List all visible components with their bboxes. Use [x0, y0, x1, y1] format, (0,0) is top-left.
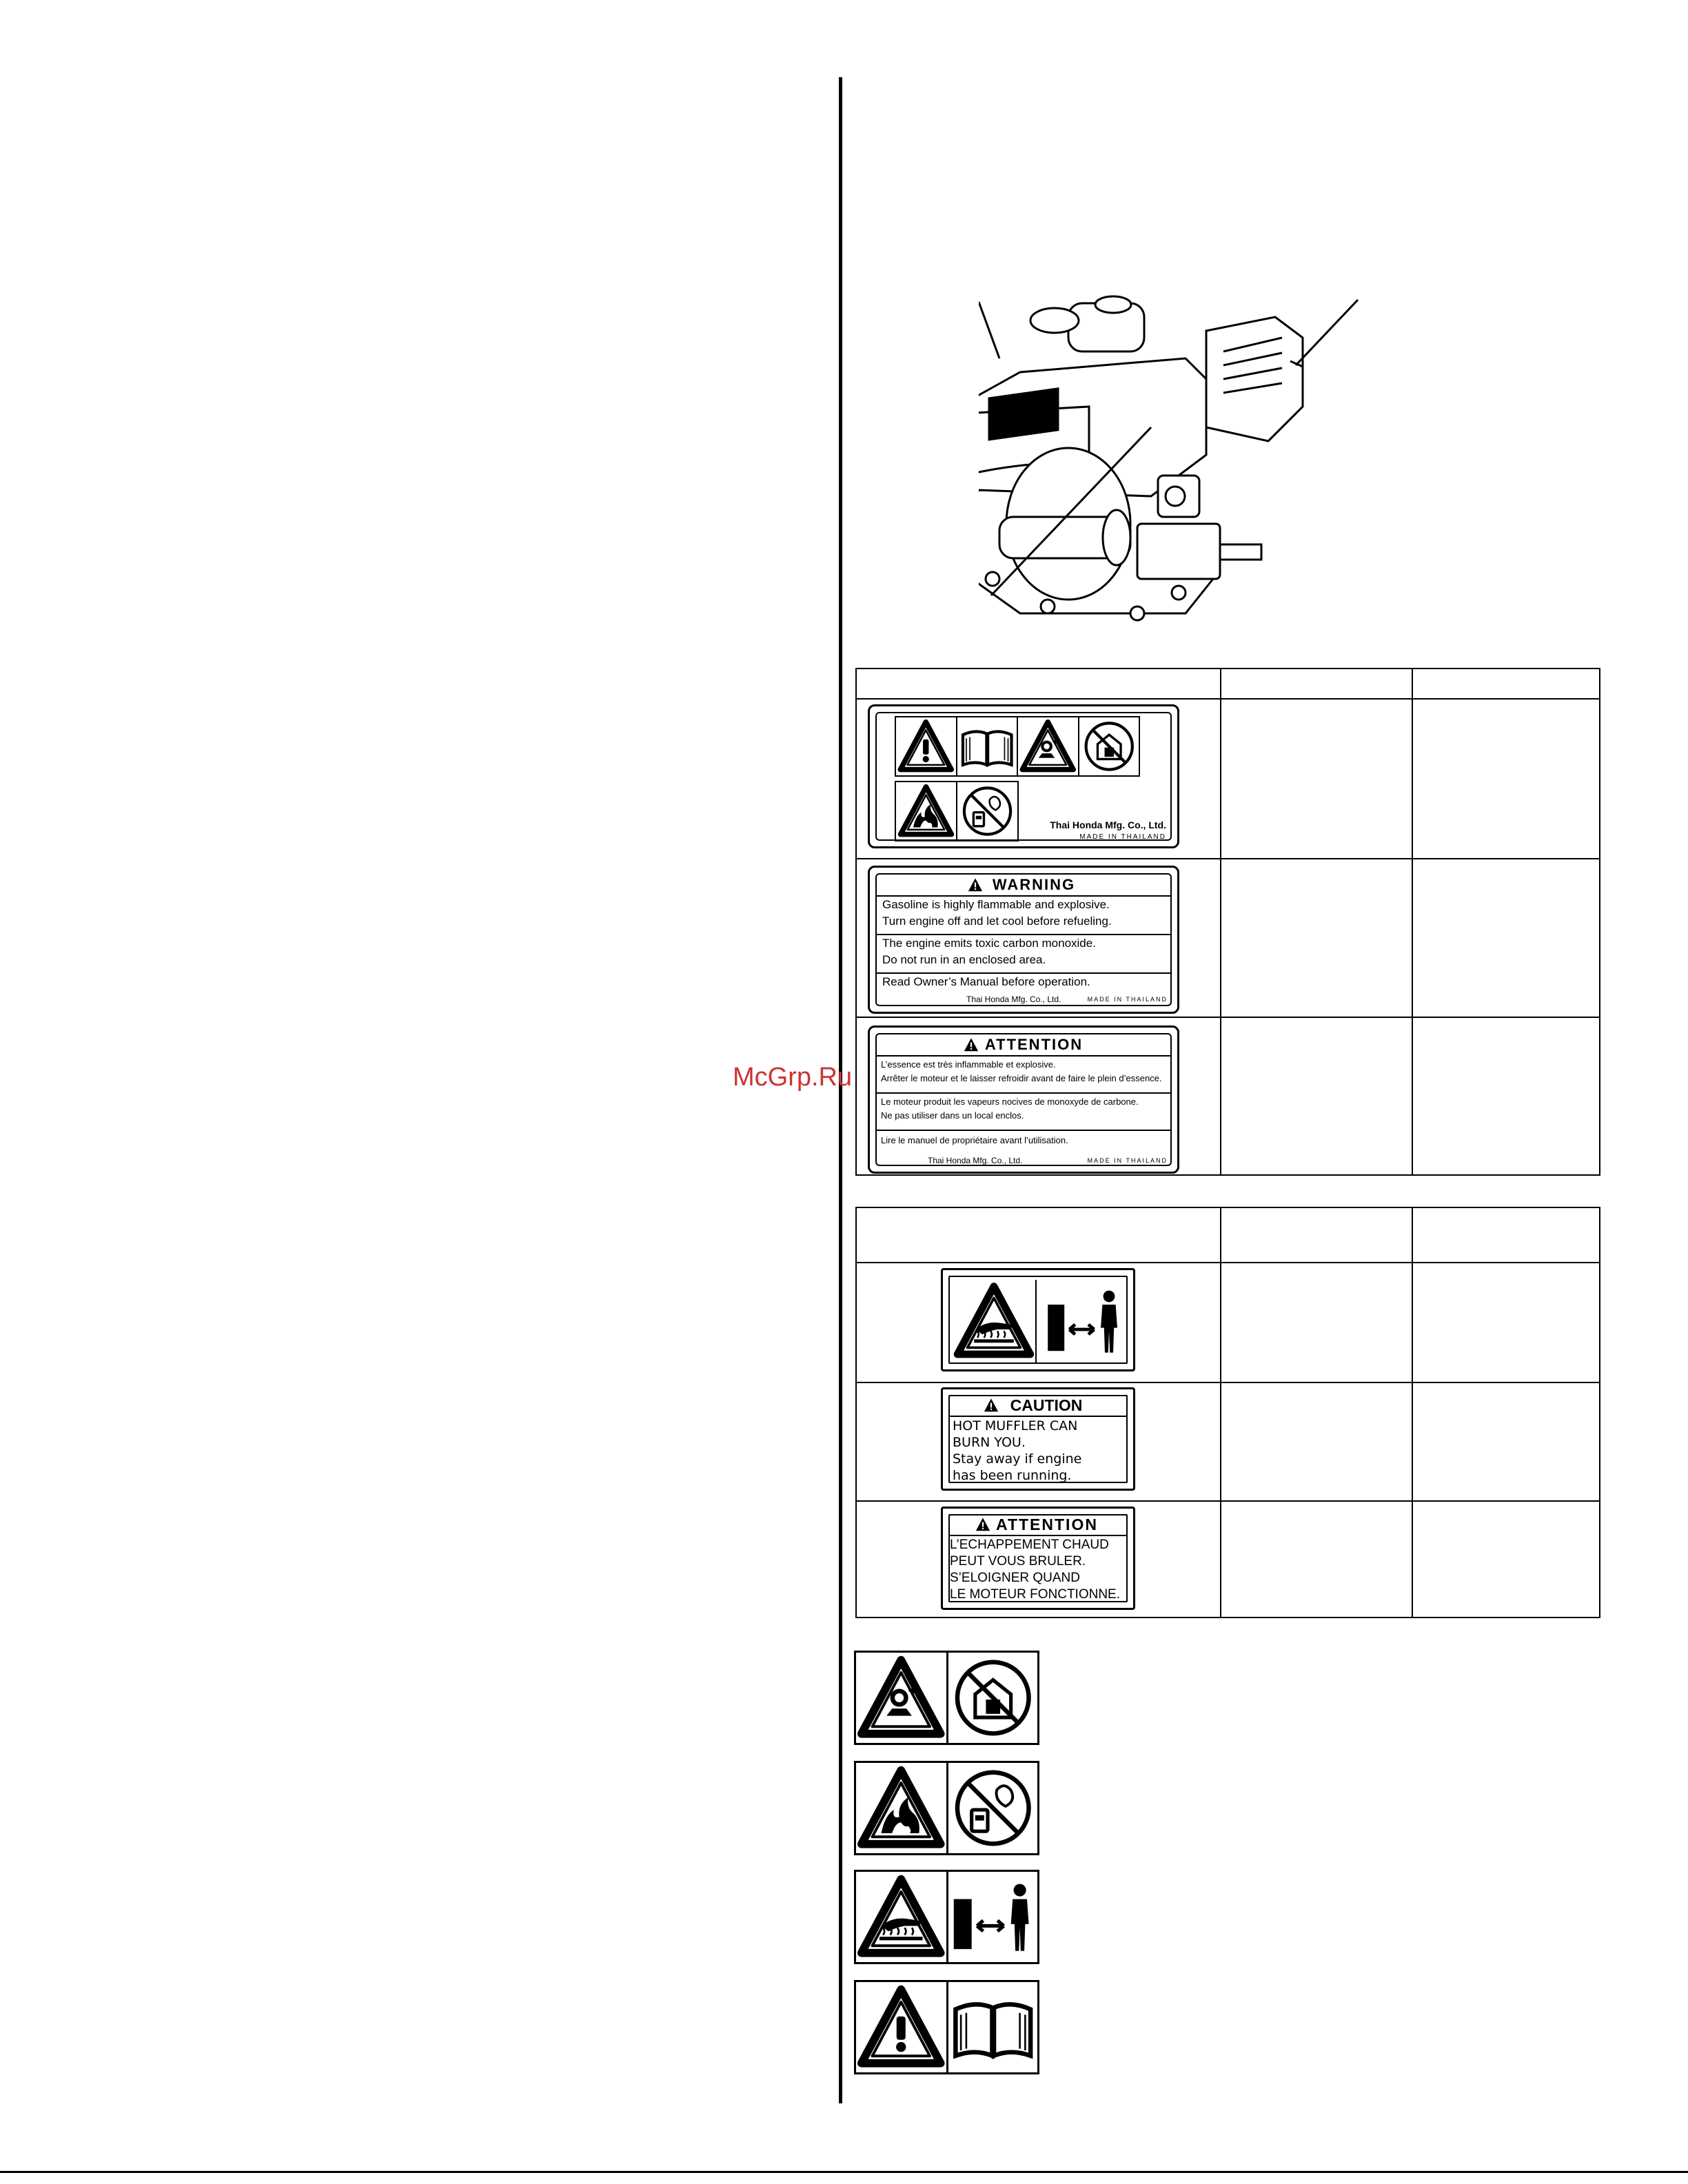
- hot-surface-icon: [856, 1872, 948, 1962]
- keep-distance-icon: [948, 1872, 1038, 1962]
- no-refuel-hot-icon: [957, 782, 1017, 840]
- attention-line: Lire le manuel de propriétaire avant l’utilisation.: [881, 1135, 1068, 1145]
- label-made-in: MADE IN THAILAND: [1087, 1157, 1168, 1164]
- warning-line: The engine emits toxic carbon monoxide.: [882, 937, 1096, 950]
- caution-line: HOT MUFFLER CAN: [953, 1418, 1078, 1433]
- warning-icon: [896, 717, 957, 775]
- no-enclosed-area-icon: [1079, 717, 1139, 775]
- caution-line: has been running.: [953, 1468, 1072, 1483]
- pictogram-label: [868, 704, 1179, 848]
- label-made-in: MADE IN THAILAND: [1079, 833, 1166, 841]
- carbon-monoxide-icon: [856, 1653, 948, 1743]
- symbol-pair-hot-surface: [854, 1870, 1039, 1964]
- manual-book-icon: [957, 717, 1019, 775]
- hot-surface-icon: [953, 1280, 1037, 1363]
- attention-label-fr: [868, 1025, 1179, 1174]
- hot-surface-pictogram-label: [941, 1268, 1135, 1371]
- warning-icon: [856, 1982, 948, 2072]
- leader-lines: [979, 289, 1420, 648]
- attention-line: Arrêter le moteur et le laisser refroidir avant de faire le plein d’essence.: [881, 1073, 1162, 1083]
- watermark: McGrp.Ru: [733, 1063, 853, 1092]
- attention-line: S’ELOIGNER QUAND: [950, 1571, 1080, 1585]
- page-bottom-rule: [0, 2171, 1688, 2173]
- attention-header: ATTENTION: [984, 1036, 1084, 1053]
- attention-line: Le moteur produit les vapeurs nocives de monoxyde de carbone.: [881, 1096, 1139, 1107]
- attention-line: LE MOTEUR FONCTIONNE.: [950, 1587, 1121, 1602]
- no-enclosed-area-icon: [948, 1653, 1038, 1743]
- manual-book-icon: [948, 1982, 1038, 2072]
- caution-line: BURN YOU.: [953, 1435, 1026, 1450]
- warning-header: WARNING: [992, 876, 1076, 893]
- carbon-monoxide-icon: [1018, 717, 1079, 775]
- warning-line: Gasoline is highly flammable and explosive.: [882, 898, 1110, 911]
- label-company: Thai Honda Mfg. Co., Ltd.: [1050, 819, 1166, 830]
- caution-label: [941, 1387, 1135, 1491]
- no-refuel-hot-icon: [948, 1763, 1038, 1853]
- keep-distance-icon: [1039, 1280, 1129, 1363]
- attention-line: L’essence est très inflammable et explosive.: [881, 1059, 1056, 1070]
- caution-line: Stay away if engine: [953, 1451, 1082, 1467]
- warning-line: Read Owner’s Manual before operation.: [882, 975, 1090, 988]
- label-company: Thai Honda Mfg. Co., Ltd.: [966, 994, 1061, 1004]
- attention-header: ATTENTION: [996, 1515, 1098, 1533]
- fire-icon: [896, 782, 957, 840]
- attention-muffler-label: [941, 1507, 1135, 1610]
- attention-line: PEUT VOUS BRULER.: [950, 1554, 1086, 1569]
- label-company: Thai Honda Mfg. Co., Ltd.: [928, 1156, 1023, 1165]
- fire-icon: [856, 1763, 948, 1853]
- symbol-pair-carbon-monoxide: [854, 1651, 1039, 1745]
- symbol-pair-read-manual: [854, 1980, 1039, 2074]
- attention-line: L’ECHAPPEMENT CHAUD: [950, 1538, 1109, 1552]
- warning-line: Turn engine off and let cool before refueling.: [882, 915, 1112, 928]
- warning-label: [868, 866, 1179, 1014]
- symbol-pair-fire: [854, 1761, 1039, 1855]
- caution-header: CAUTION: [1010, 1396, 1083, 1414]
- label-made-in: MADE IN THAILAND: [1087, 996, 1168, 1003]
- attention-line: Ne pas utiliser dans un local enclos.: [881, 1110, 1024, 1121]
- warning-line: Do not run in an enclosed area.: [882, 953, 1046, 966]
